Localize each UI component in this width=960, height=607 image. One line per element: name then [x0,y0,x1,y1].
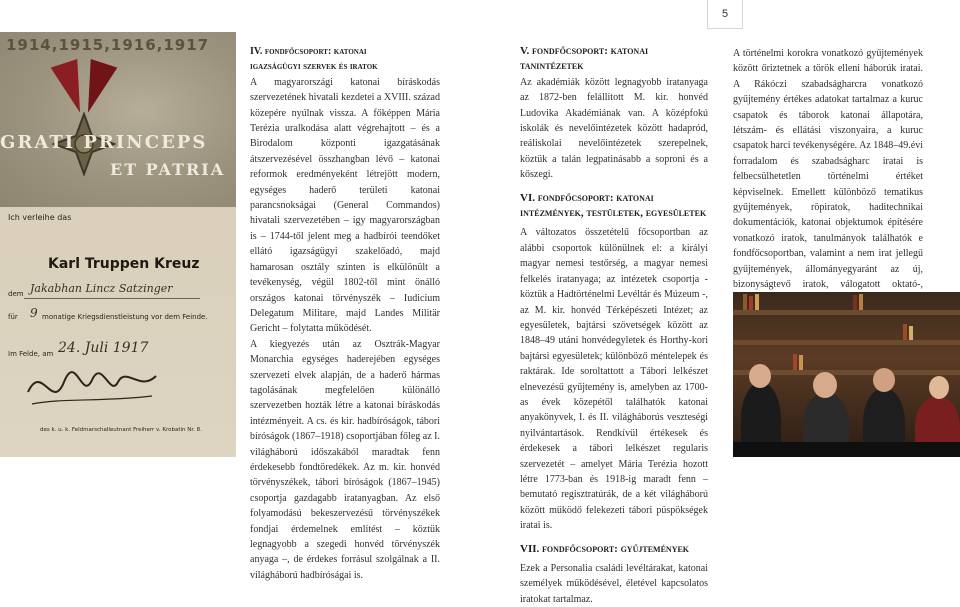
certificate-header-band [0,32,236,207]
certificate-dem-label: dem [8,290,24,298]
paragraph: A változatos összetételű főcsoportban az alábbi csoportok különülnek el: a királyi magyar nemesi testőrség, a magyar nemesi felkelés iratanyaga; az intézetek csoportja - köztük a Hadtörténelmi Levéltár és Múzeum -, az M. kir. honvéd Térképészeti Intézet; az egyesületek, bajtársi szövetségek között az 1848–49 utáni honvédegyletek és Horthy-kori bajtársi egyesületek; különböző méntelepek és raktárak. Ide soroltattott a Tábori lelkészet elnevezésű gyűjtemény is, amelyben az 1700-as évek közepétől találhatók katonai anyakönyvek, I. és II. világháborús veszteségi nyilvántartások. Rendkívül értékesek és érdekesek a tábori lelkészet regularis szervezetét – amelyet Mária Terézia hozott létre 1773-ban és 1918-ig maradt fenn – bemutató regisztratúrák, de a két világháború között működő felekezeti tábori püspökségek iratai is. [520,227,708,532]
column-2 [520,44,708,607]
section-heading-vi: VI. fondfőcsoport: katonai intézmények, testületek, egyesületek [520,191,707,220]
page-number: 5 [707,0,743,29]
section-heading-v: V. fondfőcsoport: katonai tanintézetek [520,45,649,73]
certificate-motto-line2: ET PATRIA [110,160,226,179]
column-1 [250,44,440,583]
paragraph: Az akadémiák között legnagyobb iratanyaga az 1872-ben felállított M. kir. honvéd Ludovika Akadémiának van. A középfokú iskolák és nevelőintézetek között hadapród, reáliskolai nevelőintézetek szerepelnek, köztük a talán legpatinásabb a soproni és a kőszegi. [520,76,708,181]
paragraph: A kiegyezés után az Osztrák-Magyar Monarchia egységes haderejében egységes szervezeti elvek alapján, de a haderő hármas tagolásának megfelelően különálló szervezetben hozták létre a katonai bíráskodás intézményeit. A cs. és kir. hadbíróságok, tábori bíróságok (1867–1918) csoportjában főleg az I. világháború időszakából maradtak fenn érdekesebb fondtöredékek. Az m. kir. honvéd törvényszékek, tábori bíróságok (1867–1945) csoportja gazdagabb iratanyagban. Az első folyamodású bekeszervezésű törvényszékek fondjai érdemelnek említést – köztük legnagyobb a szegedi honvéd törvényszék anyaga –, de érdekes forrásul szolgálnak a II. világháború hadbíróságai is. [250,338,440,581]
certificate-date: 24. Juli 1917 [58,340,149,356]
certificate-date-label: Im Felde, am [8,350,54,358]
certificate-months-text: monatige Kriegsdienstleistung vor dem Feinde. [42,313,208,321]
section-heading-iv-line2: igazságügyi szervek és iratok [250,61,378,73]
certificate-verleihe: Ich verleihe das [8,213,72,222]
certificate-years: 1914,1915,1916,1917 [6,36,210,54]
paragraph: A történelmi korokra vonatkozó gyűjtemények között őriztetnek a török elleni háborúk iratai. A Rákóczi szabadságharcra vonatkozó gyűjtemény értékes adatokat tartalmaz a kuruc csapatok és táborok katonai állapotára, létszám- és ellátási viszonyaira, a kuruc csapatok harci tevékenységére. Az 1848–49.évi forradalom és szabadságharc iratai is felbecsülhetetlen történelmi értéket képviselnek. Emellett különböző tematikus gyűjtemények, röpiratok, haditechnikai dokumentációk, katonai objektumok építésére vonatkozó iratok, tanulmányok találhatók e fondfőcsoportban, valamint a nem irat jellegű gyűjtemények, állományegyaránt az új, bizonyságtevő iratok, válogatott oktató-, [733,48,923,291]
paragraph: A magyarországi katonai bíráskodás szervezetének hivatali kezdetei a XVIII. század közepére nyúlnak vissza. A főképpen Mária Terézia uralkodása alatt végrehajtott – és a Birodalom központi igazgatásának átszervezésével összhangban lévő – katonai reformok eredményeként létrejött modern, egységes haderő területi katonai parancsnokságai (General Commandos) hivatali szervezetében – így magyarországban is – 1744-től jelent meg a hadbírói teendőket ellátó igazságügyi szakelőadó, majd hamarosan osztály szinten is elkülönült a tevékenység, végül 1802-től mint önálló országos katonai törvényszék – Iudicium Delegatum Militare, majd Landes Militär Gericht – folytatta működését. [250,76,440,335]
certificate-recipient: Jakabhan Lincz Satzinger [30,282,173,295]
certificate-motto-line1: GRATI PRINCEPS [0,132,208,153]
signature-icon [22,352,162,422]
certificate-fur-label: für [8,313,18,321]
certificate-line [24,298,200,299]
paragraph: Ezek a Personalia családi levéltárakat, katonai személyek működésével, életével kapcsolatos iratokat tartalmaz. [520,563,708,605]
reading-room-photo [733,292,960,457]
certificate-signature-caption: des k. u. k. Feldmarschalleutnant Freiherr v. Krobatin Nr. 8. [40,427,202,433]
certificate-months-hand: 9 [30,306,38,320]
section-heading-iv-line1: IV. fondfőcsoport: katonai [250,46,367,57]
certificate-image [0,32,236,457]
certificate-title: Karl Truppen Kreuz [48,256,200,272]
section-heading-vii: VII. fondfőcsoport: gyűjtemények [520,542,690,555]
